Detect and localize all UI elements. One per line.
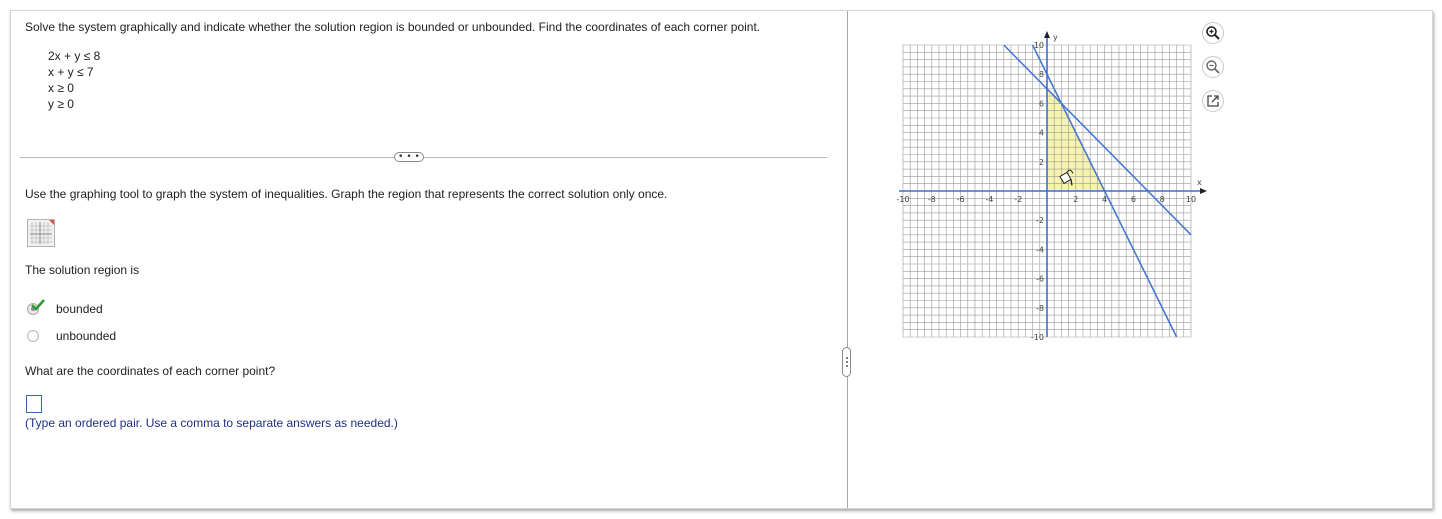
splitter-handle[interactable]: [842, 347, 851, 377]
zoom-out-button[interactable]: [1202, 56, 1224, 78]
option-unbounded-label[interactable]: unbounded: [56, 329, 117, 343]
popout-icon: [1205, 93, 1221, 109]
solution-region-label: The solution region is: [25, 263, 140, 277]
x-axis-arrow-icon: [1200, 188, 1207, 194]
corner-points-question: What are the coordinates of each corner point?: [25, 364, 276, 378]
answer-input[interactable]: [26, 395, 42, 413]
y-tick-label: 2: [1038, 157, 1044, 167]
y-tick-label: -2: [1036, 216, 1044, 226]
radio-unbounded[interactable]: [27, 330, 39, 342]
inequality-1: 2x + y ≤ 8: [48, 49, 101, 63]
y-tick-label: 8: [1038, 70, 1044, 80]
option-bounded-label[interactable]: bounded: [56, 302, 103, 316]
graph-background: [893, 38, 1181, 334]
main-frame: [10, 10, 1433, 509]
y-axis-arrow-icon: [1044, 31, 1050, 38]
x-tick-label: -10: [896, 195, 910, 204]
zoom-in-button[interactable]: [1202, 22, 1224, 44]
x-tick-label: 6: [1130, 195, 1136, 204]
y-tick-label: -8: [1036, 303, 1044, 313]
expand-more-button[interactable]: • • •: [394, 152, 424, 162]
graph-area[interactable]: [883, 23, 1203, 342]
y-tick-label: -4: [1036, 245, 1044, 255]
y-tick-label: 6: [1038, 99, 1044, 109]
x-tick-label: -2: [1014, 195, 1023, 204]
x-tick-label: 8: [1159, 195, 1165, 204]
check-icon: [31, 299, 45, 311]
zoom-out-icon: [1205, 59, 1221, 75]
x-tick-label: 2: [1073, 195, 1079, 204]
x-tick-label: -8: [927, 195, 936, 204]
inequality-4: y ≥ 0: [48, 97, 74, 111]
popout-button[interactable]: [1202, 90, 1224, 112]
x-tick-label: -6: [956, 195, 965, 204]
question-pane: [11, 11, 847, 508]
y-tick-label: -6: [1036, 274, 1044, 284]
zoom-in-icon: [1205, 25, 1221, 41]
y-tick-label: 4: [1038, 128, 1044, 138]
x-tick-label: 10: [1185, 195, 1197, 204]
x-tick-label: 4: [1102, 195, 1108, 204]
y-tick-label: -10: [1030, 333, 1044, 342]
answer-hint: (Type an ordered pair. Use a comma to separate answers as needed.): [25, 416, 398, 430]
x-tick-label: -4: [985, 195, 994, 204]
y-tick-label: 10: [1033, 41, 1044, 50]
question-prompt: Solve the system graphically and indicate whether the solution region is bounded or unbounded. Find the coordinates of each corner point.: [25, 20, 761, 34]
x-axis-label: x: [1197, 178, 1202, 187]
inequality-2: x + y ≤ 7: [48, 65, 94, 79]
inequality-3: x ≥ 0: [48, 81, 74, 95]
pane-splitter: [847, 11, 848, 508]
y-axis-label: y: [1053, 33, 1058, 42]
graphing-tool-icon[interactable]: [27, 219, 55, 247]
instruction-text: Use the graphing tool to graph the system of inequalities. Graph the region that represents the correct solution only once.: [25, 187, 668, 201]
